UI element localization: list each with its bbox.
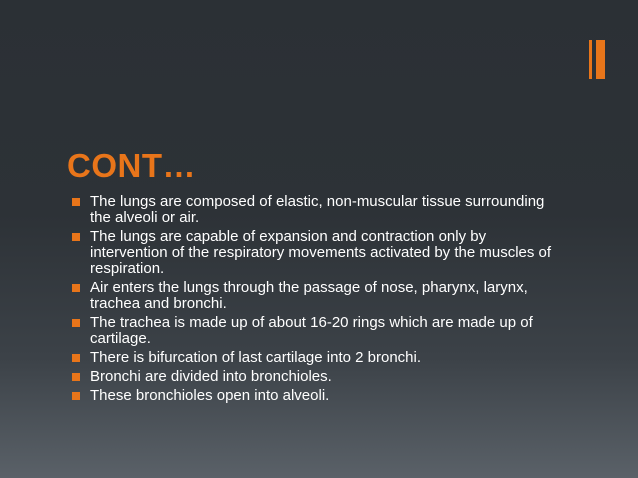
bullet-text: The lungs are composed of elastic, non-muscular tissue surrounding the alveoli or air. bbox=[90, 193, 545, 226]
accent-bar-thin bbox=[589, 40, 592, 79]
bullet-text: The trachea is made up of about 16-20 rings which are made up of cartilage. bbox=[90, 314, 533, 347]
bullet-item bbox=[70, 369, 560, 385]
square-bullet-icon bbox=[72, 354, 80, 362]
bullet-item bbox=[70, 350, 560, 366]
accent-bar-thick bbox=[596, 40, 605, 79]
square-bullet-icon bbox=[72, 392, 80, 400]
bullet-text: There is bifurcation of last cartilage into 2 bronchi. bbox=[90, 349, 422, 366]
bullet-text: These bronchioles open into alveoli. bbox=[90, 387, 330, 404]
square-bullet-icon bbox=[72, 319, 80, 327]
bullet-text: The lungs are capable of expansion and contraction only by intervention of the respiratory movements activated by the muscles of respiration. bbox=[90, 228, 552, 277]
bullet-item bbox=[70, 280, 560, 312]
slide-title: CONT… bbox=[67, 147, 196, 184]
bullet-item bbox=[70, 194, 560, 226]
square-bullet-icon bbox=[72, 284, 80, 292]
bullet-text: Air enters the lungs through the passage of nose, pharynx, larynx, trachea and bronchi. bbox=[90, 279, 528, 312]
square-bullet-icon bbox=[72, 233, 80, 241]
bullet-text: Bronchi are divided into bronchioles. bbox=[90, 368, 332, 385]
square-bullet-icon bbox=[72, 373, 80, 381]
square-bullet-icon bbox=[72, 198, 80, 206]
bullet-item bbox=[70, 315, 560, 347]
bullet-item bbox=[70, 388, 560, 404]
bullet-list bbox=[70, 194, 560, 407]
bullet-item bbox=[70, 229, 560, 277]
